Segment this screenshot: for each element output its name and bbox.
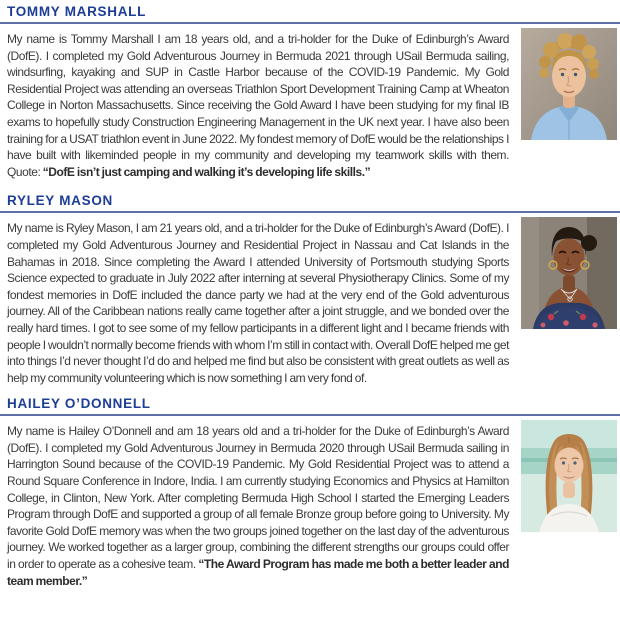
bio-text: My name is Hailey O’Donnell and am 18 years old and a tri-holder for the Duke of Edinburgh’s Award (DofE). I completed my Gold Adventurous Journey in Bermuda 2020 through USail Bermuda sailing in Harrington Sound because of the COVID-19 Pandemic. My Gold Residential Project was to attend a Round Square Conference in Indore, India. I am currently studying Economics and Physics at Hamilton College, in Clinton, New York. After completing Bermuda High School I started the Emerging Leaders Program through DofE and supported a group of all female Bronze group before going to University. My favorite Gold DofE memory was when the two groups joined together on the last day of the adventurous journey. We worked together as a larger group, combining the different strengths our groups could offer in order to operate as a cohesive team.: [7, 424, 509, 572]
ryley-portrait-illustration: [521, 217, 617, 329]
profile-row: [0, 213, 620, 386]
photo-tommy-marshall: [521, 28, 617, 140]
bio-text: My name is Tommy Marshall I am 18 years old, and a tri-holder for the Duke of Edinburgh’s Award (DofE). I completed my Gold Adventurous Journey in Bermuda 2021 through USail Bermuda sailing, windsurfing, kayaking and SUP in Castle Harbor because of the COVID-19 Pandemic. My Gold Residential Project was attending an overseas Triathlon Sport Development Training Camp at Wheaton College in Norton Massachusetts. Since receiving the Gold Award I have been studying for my final IB exams to hopefully study Construction Engineering Management in the UK next year. I have also been training for a USAT triathlon event in June 2022. My fondest memory of DofE would be the relationships I have built with likeminded people in my community and developing my teamwork skills with them. Quote:: [7, 32, 509, 179]
tommy-portrait-illustration: [521, 28, 617, 140]
bio-quote: “DofE isn’t just camping and walking it’s developing life skills.”: [42, 164, 371, 179]
bio-paragraph: [7, 423, 509, 589]
profile-heading-hailey-odonnell: HAILEY O’DONNELL: [7, 396, 151, 412]
bio-paragraph: [7, 220, 509, 386]
photo-hailey-odonnell: [521, 420, 617, 532]
profile-section-tommy-marshall: [0, 5, 620, 180]
profile-heading-ryley-mason: RYLEY MASON: [7, 193, 113, 209]
hailey-portrait-illustration: [521, 420, 617, 532]
profile-section-hailey-odonnell: [0, 397, 620, 589]
bio-text: My name is Ryley Mason, I am 21 years old, and a tri-holder for the Duke of Edinburgh’s Award (DofE). I completed my Gold Adventurous Journey and Residential Project in Nassau and Cat Islands in the Bahamas in 2018. Since completing the Award I attended University of Portsmouth studying Sports Science expected to graduate in July 2022 after interning at several Physiotherapy Clinics. Some of my fondest memories in DofE included the dance party we had at the very end of the Gold adventurous journey. All of the Caribbean nations really came together after a joint struggle, and we bonded over the really hard times. I got to see some of my fellow participants in a different light and I became friends with people I wouldn’t normally become friends with whom I’m still in contact with. Overall DofE helped me get into things I’d never thought I’d do and helped me find but also be consistent with great outlets as well as help my community volunteering which is now something I am very fond of.: [7, 221, 509, 385]
bio-paragraph: [7, 31, 509, 180]
profile-heading-tommy-marshall: TOMMY MARSHALL: [7, 4, 147, 19]
profile-row: [0, 416, 620, 589]
photo-ryley-mason: [521, 217, 617, 329]
bio-quote: “The Award Program has made me both a better leader and team member.”: [7, 557, 509, 588]
profile-row: [0, 24, 620, 180]
profile-section-ryley-mason: [0, 194, 620, 386]
